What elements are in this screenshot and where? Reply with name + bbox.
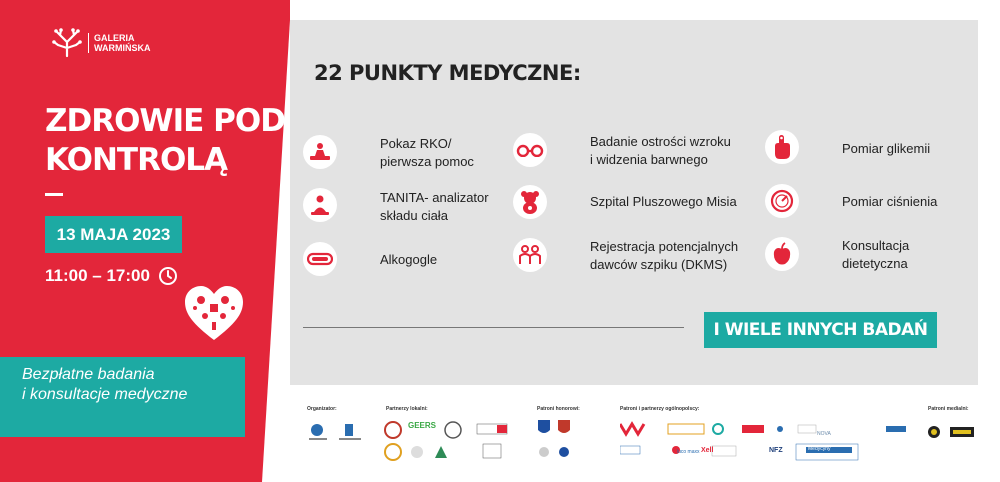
divider-line: [303, 327, 684, 328]
time-text: 11:00 – 17:00: [45, 266, 150, 285]
logo-line2: WARMIŃSKA: [94, 43, 151, 53]
pressure-gauge-icon: [765, 184, 799, 218]
xell-logo: Xell: [701, 447, 714, 454]
service-diet-line1: Konsultacja: [842, 238, 910, 253]
service-teddy: [513, 185, 547, 219]
media-patrons-title: Patroni medialni:: [928, 406, 969, 412]
service-diet: [765, 237, 799, 271]
service-tanita-label: [380, 189, 489, 225]
apple-icon: [765, 237, 799, 271]
service-glucose-label: Pomiar glikemii: [842, 141, 931, 156]
services-heading: 22 PUNKTY MEDYCZNE:: [314, 61, 581, 85]
logo-line1: GALERIA: [94, 33, 135, 43]
title-line2: KONTROLĄ: [45, 142, 228, 178]
service-cpr-label: [380, 135, 474, 171]
service-eyesight-line2: i widzenia barwnego: [590, 152, 708, 167]
cpr-icon: [303, 135, 337, 169]
service-cpr-line2: pierwsza pomoc: [380, 154, 474, 169]
tagline-line1: Bezpłatne badania: [22, 366, 155, 383]
page-title: [45, 102, 285, 180]
service-goggles: [303, 242, 337, 276]
heart-collage-icon: [183, 284, 245, 342]
service-eyesight-line1: Badanie ostrości wzroku: [590, 134, 731, 149]
local-partner-logos: [383, 418, 518, 462]
service-dkms-label: [590, 238, 738, 274]
service-goggles-label: Alkogogle: [380, 252, 438, 267]
nova-logo: NOVA: [817, 431, 831, 437]
honorary-patrons-title: Patroni honorowi:: [537, 406, 580, 412]
medycyny-logo: Medycyny: [808, 446, 831, 452]
tagline-line2: i konsultacje medyczne: [22, 386, 188, 403]
service-tanita-line2: składu ciała: [380, 208, 448, 223]
service-eyesight: [513, 133, 547, 167]
nfz-logo: NFZ: [769, 447, 783, 454]
more-tests-badge: I WIELE INNYCH BADAŃ: [704, 312, 937, 348]
title-dash: [45, 193, 63, 196]
body-analyzer-icon: [303, 188, 337, 222]
national-partners-title: Patroni i partnerzy ogólnopolscy:: [620, 406, 700, 412]
glasses-icon: [513, 133, 547, 167]
logo-text: [88, 33, 151, 53]
geers-logo: GEERS: [408, 421, 437, 430]
service-dkms-line2: dawców szpiku (DKMS): [590, 257, 728, 272]
service-cpr: [303, 135, 337, 169]
tagline: [22, 365, 232, 405]
luco-maxx-logo: luco maxx: [677, 449, 700, 455]
service-eyesight-label: [590, 133, 731, 169]
service-dkms-line1: Rejestracja potencjalnych: [590, 239, 739, 254]
service-glucose: [765, 130, 799, 164]
date-badge: 13 MAJA 2023: [45, 216, 182, 253]
service-pressure-label: Pomiar ciśnienia: [842, 194, 938, 209]
service-diet-label: [842, 237, 909, 273]
service-tanita: [303, 188, 337, 222]
donors-icon: [513, 238, 547, 272]
finger-prick-icon: [765, 130, 799, 164]
coral-logo-icon: [52, 28, 82, 58]
service-pressure: [765, 184, 799, 218]
goggles-icon: [303, 242, 337, 276]
service-diet-line2: dietetyczna: [842, 256, 908, 271]
service-tanita-line1: TANITA- analizator: [380, 190, 489, 205]
national-partner-logos: [620, 420, 910, 464]
media-patron-logos: [926, 425, 976, 439]
title-line1: ZDROWIE POD: [45, 103, 285, 139]
service-cpr-line1: Pokaz RKO/: [380, 136, 452, 151]
local-partners-title: Partnerzy lokalni:: [386, 406, 428, 412]
clock-icon: [158, 266, 178, 286]
galeria-logo: [52, 28, 151, 58]
organizer-title: Organizator:: [307, 406, 337, 412]
organizer-logos: [305, 420, 375, 444]
time-range: [45, 263, 178, 289]
service-dkms: [513, 238, 547, 272]
honorary-patron-logos: [536, 418, 582, 462]
teddy-bear-icon: [513, 185, 547, 219]
service-teddy-label: Szpital Pluszowego Misia: [590, 194, 737, 209]
